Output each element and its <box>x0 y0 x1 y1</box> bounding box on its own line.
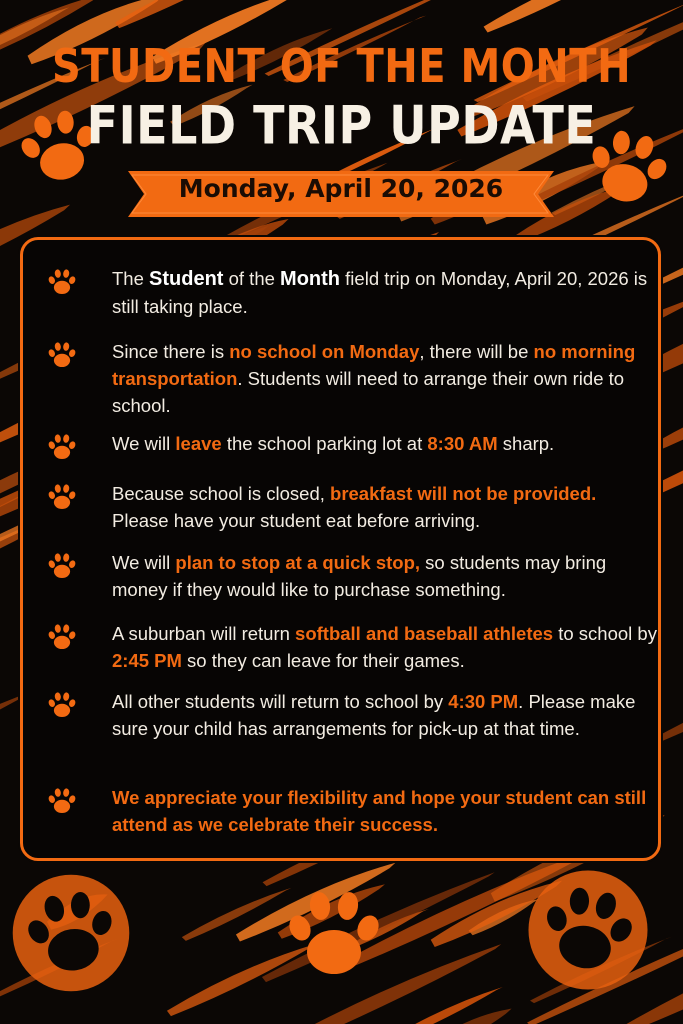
body-text: of the <box>223 268 281 289</box>
stripe <box>484 0 635 33</box>
title-field-trip-update: FIELD TRIP UPDATE <box>86 93 597 157</box>
highlighted-text: Student <box>149 268 224 290</box>
body-text: Please have your student eat before arriving. <box>112 510 481 531</box>
body-text: The <box>112 268 150 289</box>
body-text: so students may bring money if they would like to purchase something. <box>112 552 607 600</box>
info-item-text <box>112 430 657 457</box>
stripe <box>267 944 501 1024</box>
info-item-text <box>112 549 657 603</box>
paw-print-icon <box>47 786 77 816</box>
paw-print-icon <box>47 690 77 720</box>
highlighted-text: We appreciate your flexibility and hope your student can still attend as we celebrate their success. <box>112 787 647 835</box>
highlighted-text: no school on Monday <box>229 341 420 362</box>
body-text: Because school is closed, <box>112 483 331 504</box>
paw-print-icon <box>47 551 77 581</box>
paw-print-icon <box>47 432 77 462</box>
info-item-text <box>112 784 657 838</box>
body-text: A suburban will return <box>112 623 296 644</box>
body-text: the school parking lot at <box>221 433 428 454</box>
body-text: Since there is <box>112 341 230 362</box>
info-panel <box>20 237 661 861</box>
highlighted-text: leave <box>175 433 222 454</box>
highlighted-text: plan to stop at a quick stop, <box>175 552 421 573</box>
info-item-text <box>112 338 657 419</box>
body-text: We will <box>112 552 176 573</box>
body-text: field trip on Monday, April 20, 2026 is still taking place. <box>112 268 648 317</box>
body-text: . Students will need to arrange their own ride to school. <box>112 368 625 416</box>
paw-print-icon <box>47 340 77 370</box>
info-item-text <box>112 688 657 742</box>
body-text: . Please make sure your child has arrangements for pick-up at that time. <box>112 691 636 739</box>
body-text: , there will be <box>419 341 534 362</box>
info-item-text <box>112 480 657 534</box>
highlighted-text: 2:45 PM <box>112 650 182 671</box>
paw-print-icon <box>47 267 77 297</box>
highlighted-text: Month <box>280 268 341 290</box>
paw-print-icon <box>47 482 77 512</box>
info-item-text <box>112 265 657 320</box>
paw-print-icon <box>47 622 77 652</box>
highlighted-text: breakfast will not be provided. <box>330 483 597 504</box>
title-student-of-the-month: STUDENT OF THE MONTH <box>51 40 632 94</box>
body-text: so they can leave for their games. <box>181 650 465 671</box>
highlighted-text: softball and baseball athletes <box>295 623 554 644</box>
highlighted-text: no morning transportation <box>112 341 636 389</box>
stripe <box>167 944 315 1016</box>
highlighted-text: 8:30 AM <box>427 433 498 454</box>
body-text: All other students will return to school by <box>112 691 449 712</box>
body-text: We will <box>112 433 176 454</box>
body-text: to school by <box>553 623 657 644</box>
body-text: sharp. <box>497 433 555 454</box>
info-item-text <box>112 620 657 674</box>
event-date: Monday, April 20, 2026 <box>178 174 504 203</box>
highlighted-text: 4:30 PM <box>448 691 519 712</box>
